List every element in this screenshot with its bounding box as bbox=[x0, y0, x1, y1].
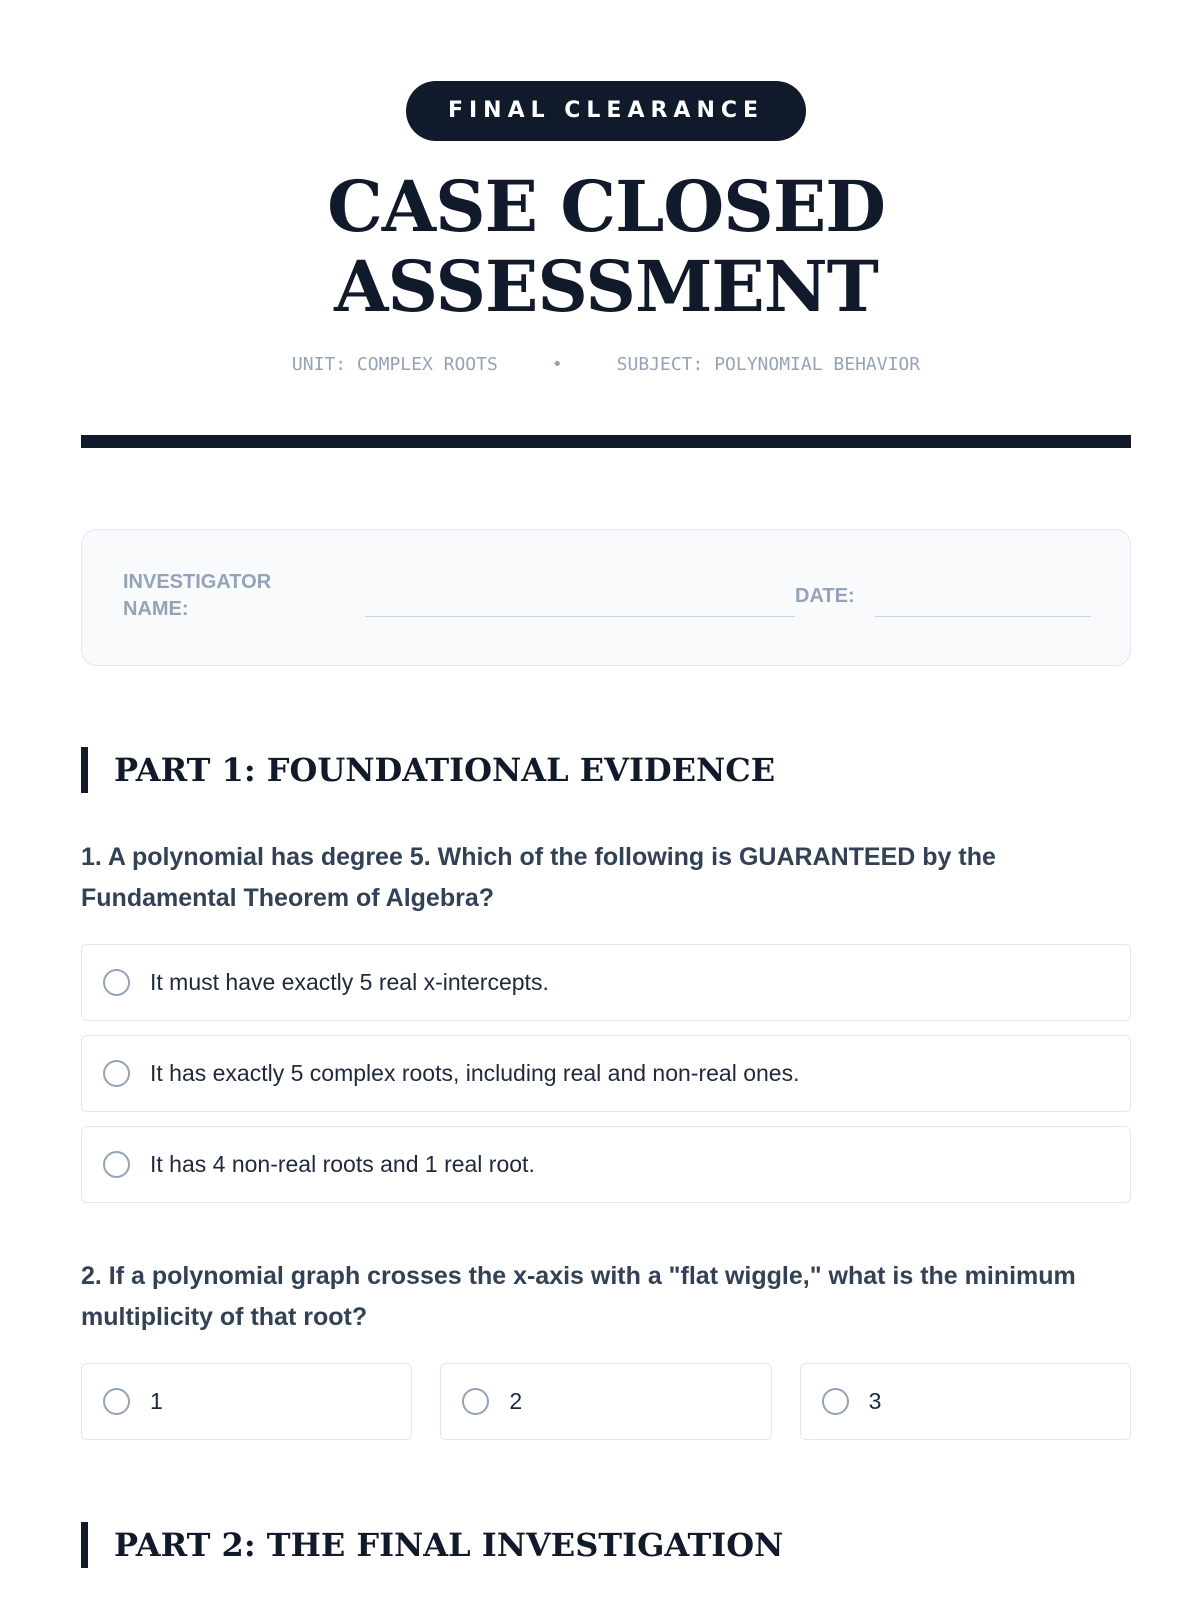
header-divider bbox=[81, 435, 1131, 448]
q1-option-a[interactable] bbox=[81, 944, 1131, 1021]
radio-icon[interactable] bbox=[822, 1388, 849, 1415]
investigator-name-field[interactable] bbox=[365, 616, 795, 617]
q1-option-c[interactable] bbox=[81, 1126, 1131, 1203]
q2-option-1[interactable] bbox=[81, 1363, 412, 1440]
date-label: DATE: bbox=[795, 585, 855, 607]
meta-line bbox=[81, 353, 1131, 377]
clearance-badge: FINAL CLEARANCE bbox=[406, 81, 806, 141]
part1-heading: PART 1: FOUNDATIONAL EVIDENCE bbox=[81, 747, 1131, 793]
page-header bbox=[81, 0, 1131, 377]
option-label: It has 4 non-real roots and 1 real root. bbox=[150, 1151, 535, 1177]
meta-separator: • bbox=[551, 354, 563, 375]
unit-label: UNIT: COMPLEX ROOTS bbox=[291, 354, 498, 375]
radio-icon[interactable] bbox=[103, 1151, 130, 1178]
question-2-text: 2. If a polynomial graph crosses the x-axis with a "flat wiggle," what is the minimum multiplicity of that root? bbox=[81, 1262, 1076, 1331]
investigator-card bbox=[81, 529, 1131, 666]
option-label: 2 bbox=[509, 1388, 523, 1414]
part2-heading: PART 2: THE FINAL INVESTIGATION bbox=[81, 1522, 1131, 1568]
page-title bbox=[81, 167, 1131, 327]
q2-option-3[interactable] bbox=[800, 1363, 1131, 1440]
q2-options bbox=[81, 1363, 1131, 1440]
radio-icon[interactable] bbox=[103, 1388, 130, 1415]
assessment-page bbox=[81, 0, 1131, 1568]
q2-option-2[interactable] bbox=[440, 1363, 771, 1440]
title-line-2: ASSESSMENT bbox=[334, 245, 878, 328]
radio-icon[interactable] bbox=[103, 969, 130, 996]
title-line-1: CASE CLOSED bbox=[327, 165, 885, 248]
option-label: It has exactly 5 complex roots, including real and non-real ones. bbox=[150, 1060, 800, 1086]
date-field[interactable] bbox=[875, 616, 1091, 617]
option-label: It must have exactly 5 real x-intercepts. bbox=[150, 969, 549, 995]
question-1-text: 1. A polynomial has degree 5. Which of the following is GUARANTEED by the Fundamental Theorem of Algebra? bbox=[81, 843, 996, 912]
radio-icon[interactable] bbox=[462, 1388, 489, 1415]
option-label: 3 bbox=[868, 1388, 882, 1414]
investigator-name-label: INVESTIGATOR NAME: bbox=[123, 571, 272, 620]
q1-option-b[interactable] bbox=[81, 1035, 1131, 1112]
option-label: 1 bbox=[150, 1388, 163, 1414]
radio-icon[interactable] bbox=[103, 1060, 130, 1087]
subject-label: SUBJECT: POLYNOMIAL BEHAVIOR bbox=[616, 354, 921, 375]
